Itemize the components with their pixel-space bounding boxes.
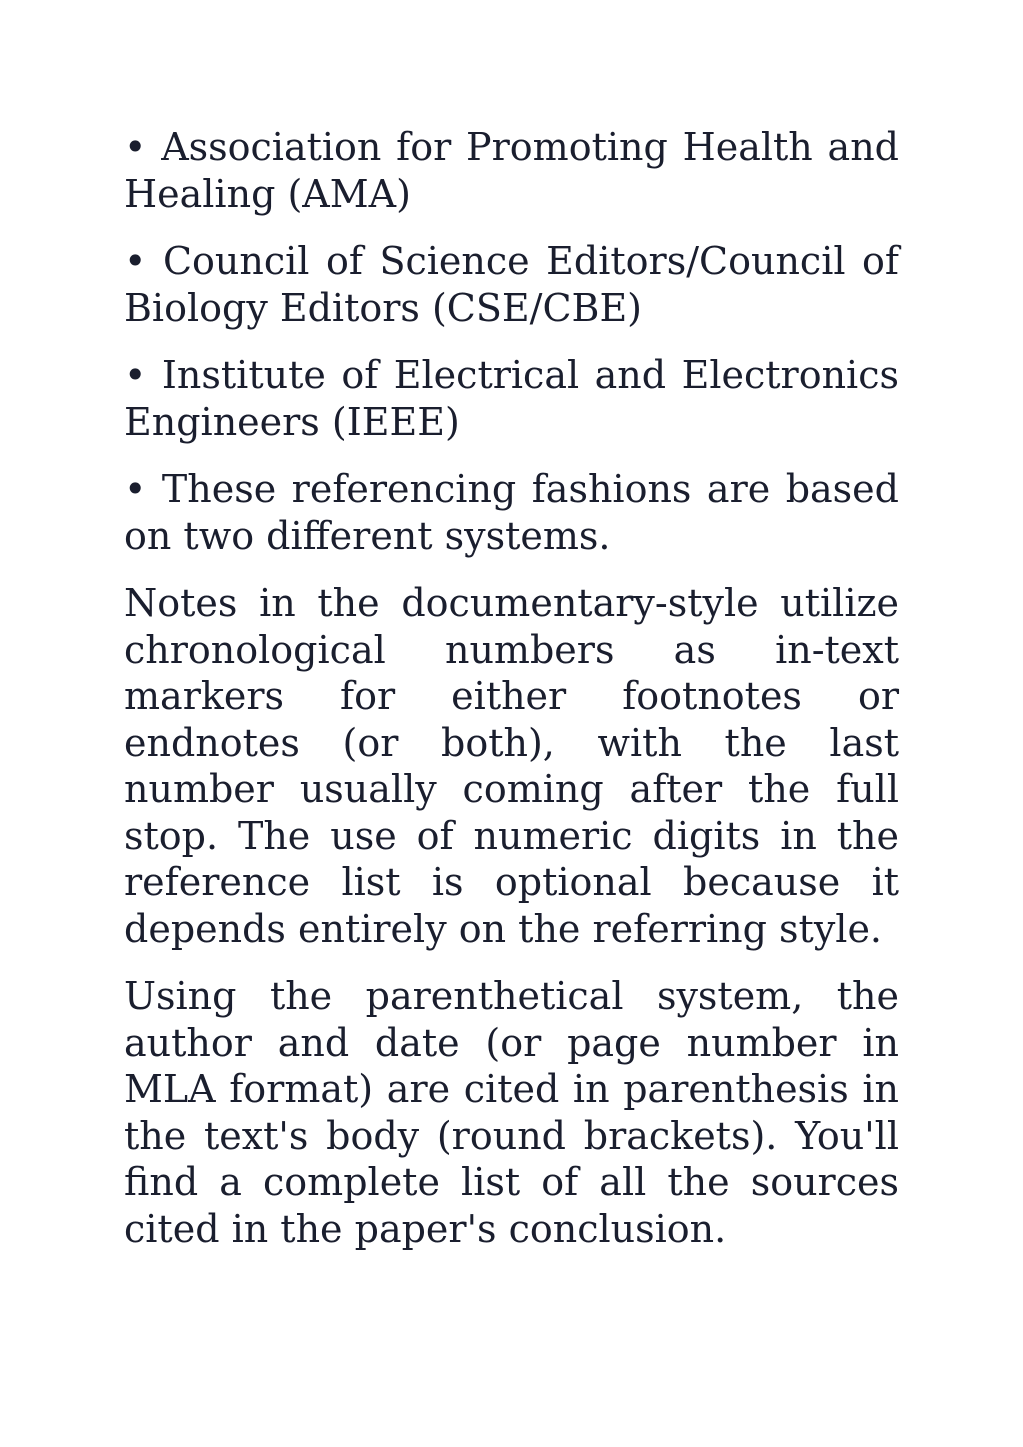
paragraph-parenthetical-system: Using the parenthetical system, the author and date (or page number in MLA format) are cited in parenthesis in the text's body (round brackets). You'll find a complete list of all the sources cited in the paper's conclusion. <box>124 974 899 1251</box>
bullet-item-ieee: • Institute of Electrical and Electronics Engineers (IEEE) <box>124 353 899 444</box>
document-page <box>124 124 899 1273</box>
bullet-item-ama: • Association for Promoting Health and Healing (AMA) <box>124 125 899 216</box>
bullet-item-cse-cbe: • Council of Science Editors/Council of Biology Editors (CSE/CBE) <box>124 239 899 330</box>
bullet-item-systems: • These referencing fashions are based on two different systems. <box>124 467 899 558</box>
paragraph-documentary-style: Notes in the documentary-style utilize chronological numbers as in-text markers for either footnotes or endnotes (or both), with the last number usually coming after the full stop. The use of numeric digits in the reference list is optional because it depends entirely on the referring style. <box>124 581 899 951</box>
